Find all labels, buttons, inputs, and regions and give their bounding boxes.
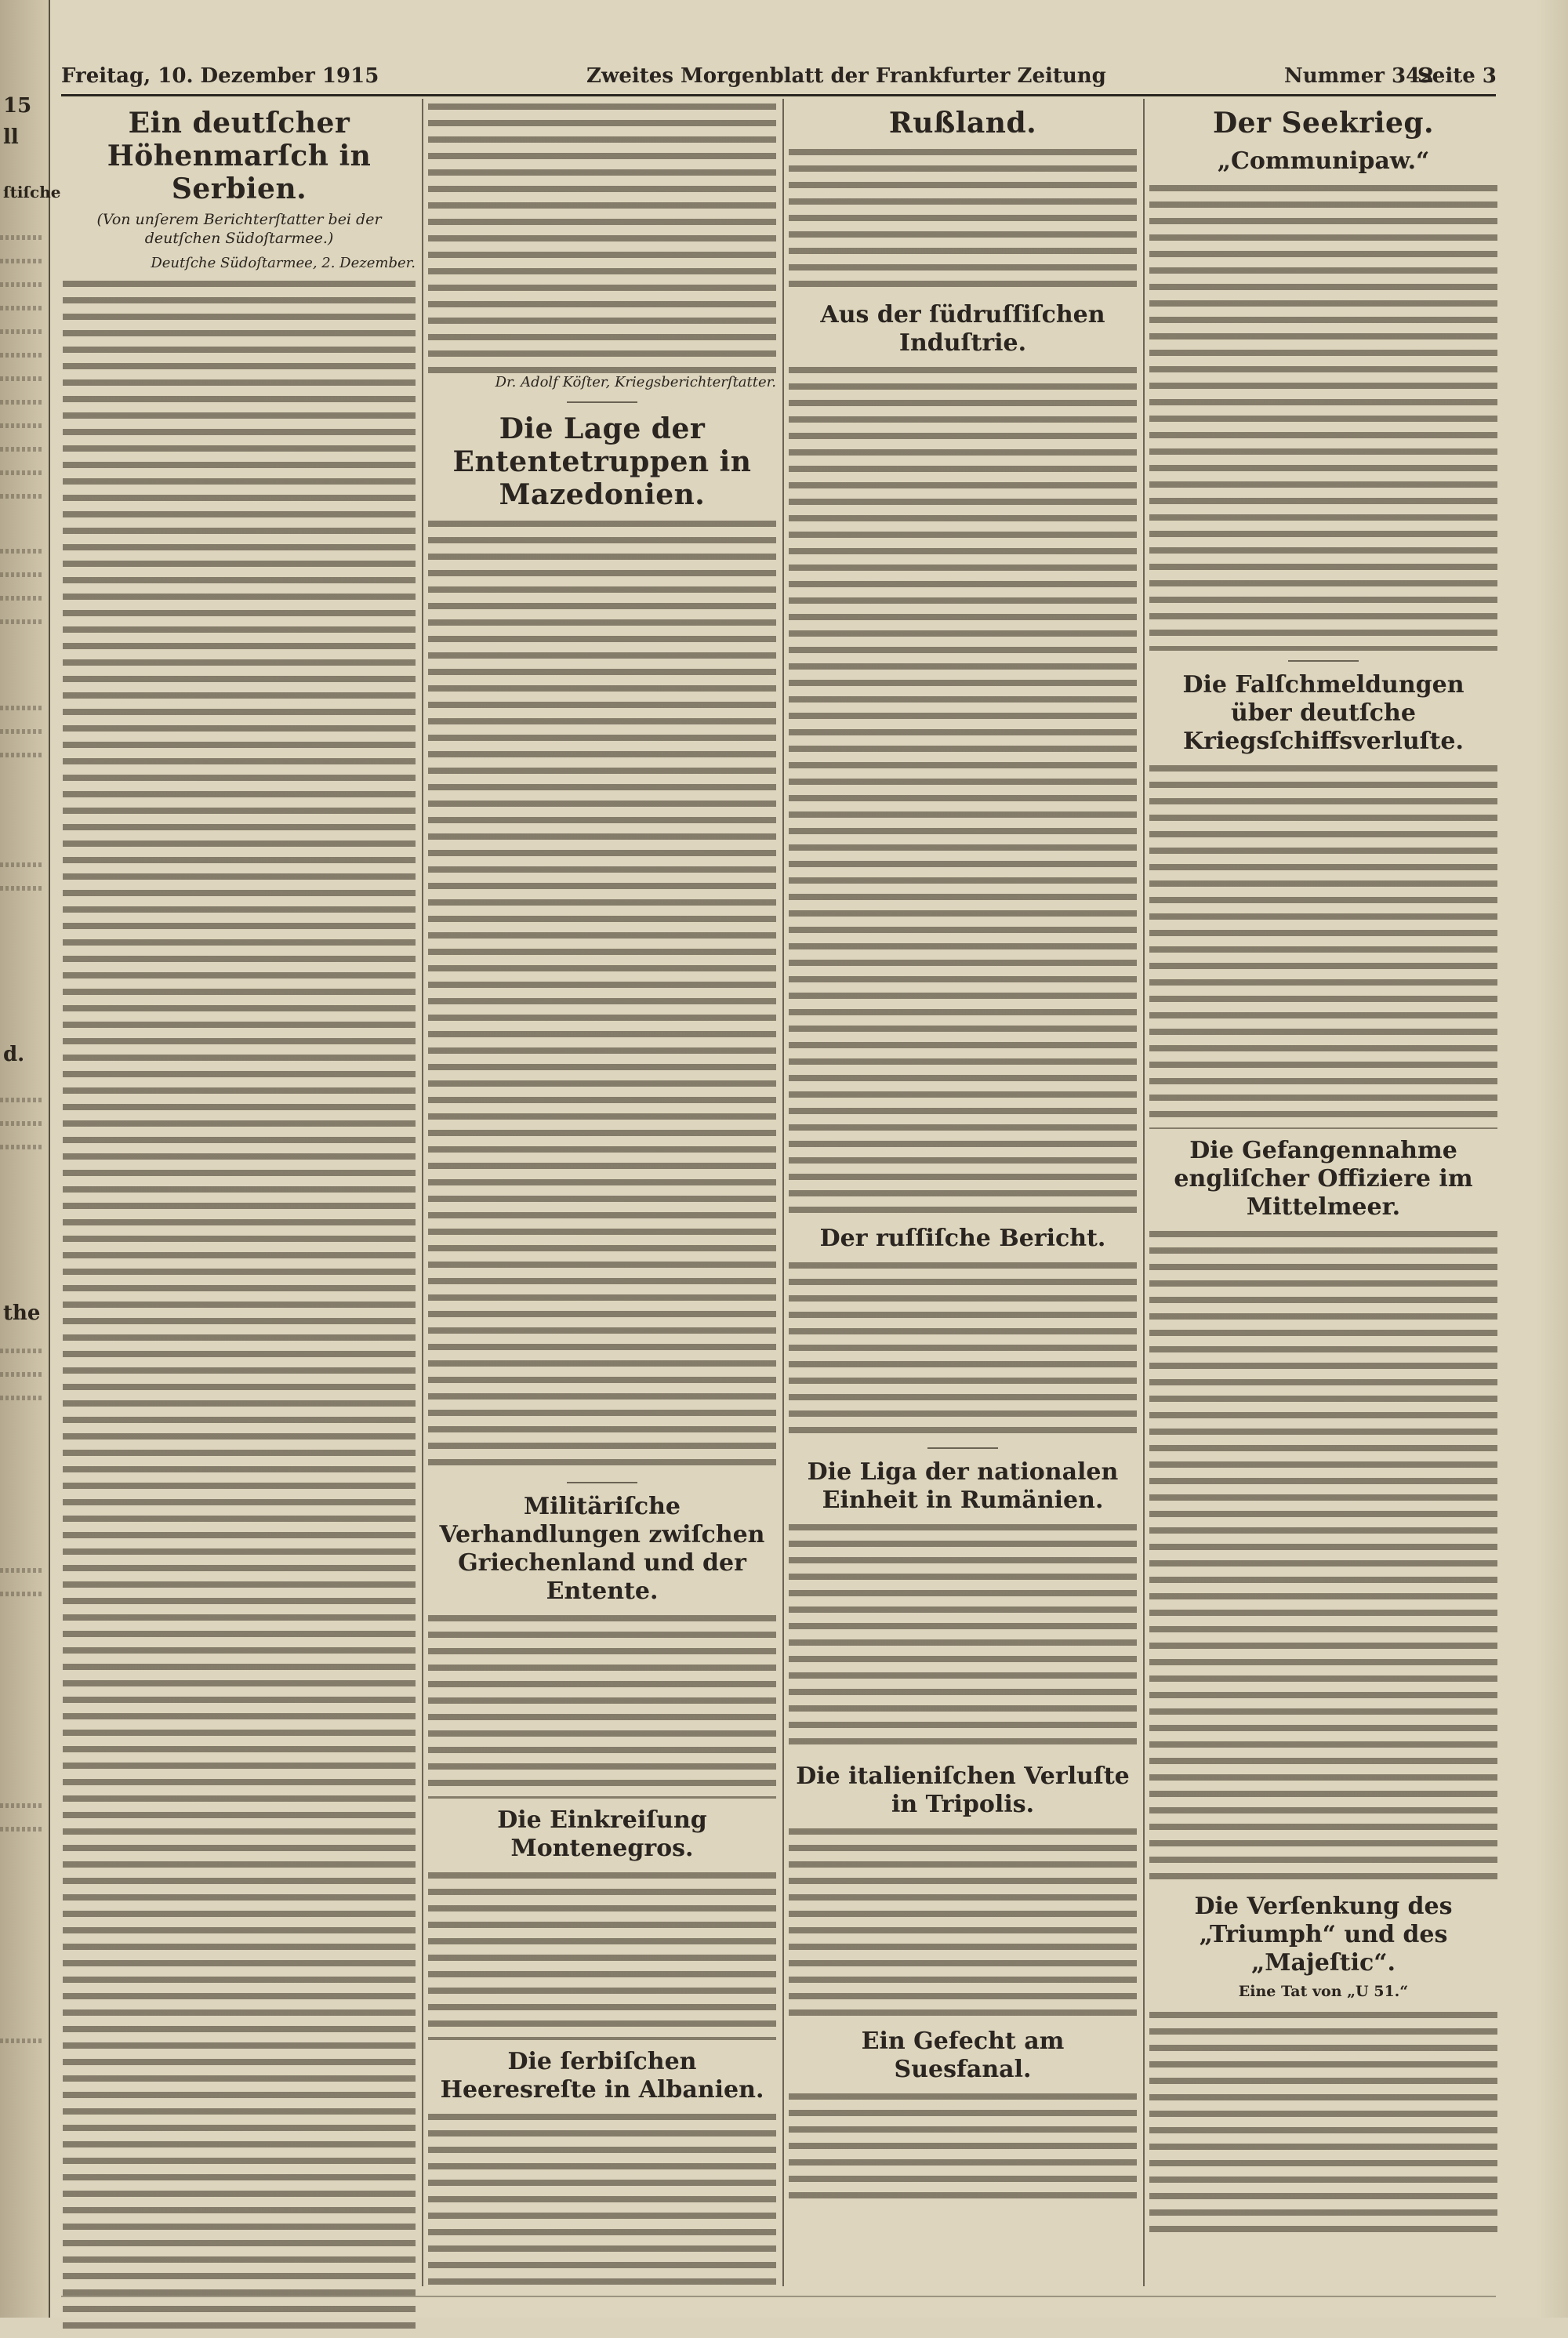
article-body — [789, 1519, 1137, 1755]
issue-number: Nummer 342 — [1284, 64, 1435, 88]
article-body — [428, 2109, 776, 2289]
article-subheading: (Von unſerem Berichterſtatter bei der deutſchen Südoſtarmee.) — [96, 211, 382, 247]
issue-date: Freitag, 10. Dezember 1915 — [61, 64, 379, 88]
edge-fragment: ſtiſche — [3, 183, 61, 201]
column-4 — [1149, 99, 1497, 2294]
page-number: Seite 3 — [1417, 64, 1497, 88]
previous-page-edge — [0, 0, 61, 2318]
separator-rule — [567, 401, 637, 403]
separator-rule — [567, 1482, 637, 1483]
separator-rule — [927, 1447, 998, 1449]
article-body — [789, 144, 1137, 293]
article-body — [1149, 1226, 1497, 1885]
article-heading: Die Verſenkung des „Triumph“ und des „Majeſtic“. — [1194, 1893, 1453, 1977]
edge-fragment: the — [3, 1302, 41, 1325]
article-heading: Der ruſſiſche Bericht. — [819, 1225, 1106, 1252]
article-body — [789, 1824, 1137, 2020]
article-subheading: Eine Tat von „U 51.“ — [1238, 1983, 1409, 2000]
article-body — [428, 1610, 776, 1799]
article-body — [789, 1258, 1137, 1438]
column-1 — [63, 99, 416, 2294]
column-3 — [789, 99, 1137, 2294]
article-body — [1149, 761, 1497, 1129]
article-body — [428, 99, 776, 373]
article-heading: Ein deutſcher Höhenmarſch in Serbien. — [107, 107, 372, 205]
column-divider — [422, 99, 423, 2286]
edge-fragment: ll — [3, 125, 19, 149]
column-divider — [782, 99, 784, 2286]
edge-fragment: 15 — [3, 94, 32, 118]
masthead-rule — [61, 94, 1496, 96]
article-heading: „Communipaw.“ — [1217, 147, 1430, 175]
masthead — [61, 61, 1496, 93]
separator-rule — [1288, 660, 1359, 662]
article-heading: Die Lage der Ententetruppen in Mazedonien. — [452, 412, 752, 511]
article-heading: Die Liga der nationalen Einheit in Rumänien. — [807, 1458, 1119, 1514]
article-body — [1149, 2007, 1497, 2242]
article-body — [789, 362, 1137, 1217]
article-body — [63, 276, 416, 2338]
article-body — [1149, 180, 1497, 651]
article-body — [428, 1868, 776, 2040]
column-2 — [428, 99, 776, 2294]
byline: Dr. Adolf Köſter, Kriegsberichterſtatter. — [495, 374, 776, 390]
article-heading: Die italieniſchen Verluſte in Tripolis. — [796, 1763, 1130, 1818]
article-body — [428, 516, 776, 1472]
article-heading: Der Seekrieg. — [1212, 107, 1435, 140]
article-body — [789, 2089, 1137, 2198]
article-heading: Die ſerbiſchen Heeresreſte in Albanien. — [440, 2048, 764, 2104]
article-heading: Die Gefangennahme engliſcher Offiziere im Mittelmeer. — [1174, 1137, 1473, 1221]
article-heading: Aus der ſüdruſſiſchen Induſtrie. — [820, 301, 1105, 357]
article-heading: Die Falſchmeldungen über deutſche Kriegsſchiffsverluſte. — [1182, 671, 1465, 755]
dateline: Deutſche Südoſtarmee, 2. Dezember. — [151, 255, 416, 271]
article-heading: Rußland. — [888, 107, 1037, 140]
bottom-rule — [61, 2296, 1496, 2297]
paper-title: Zweites Morgenblatt der Frankfurter Zeitung — [586, 64, 1106, 88]
column-divider — [1143, 99, 1145, 2286]
edge-fragment: d. — [3, 1043, 25, 1066]
article-heading: Militäriſche Verhandlungen zwiſchen Griechenland und der Entente. — [439, 1493, 765, 1605]
article-heading: Ein Gefecht am Suesfanal. — [861, 2028, 1065, 2083]
article-heading: Die Einkreiſung Montenegros. — [497, 1806, 707, 1862]
